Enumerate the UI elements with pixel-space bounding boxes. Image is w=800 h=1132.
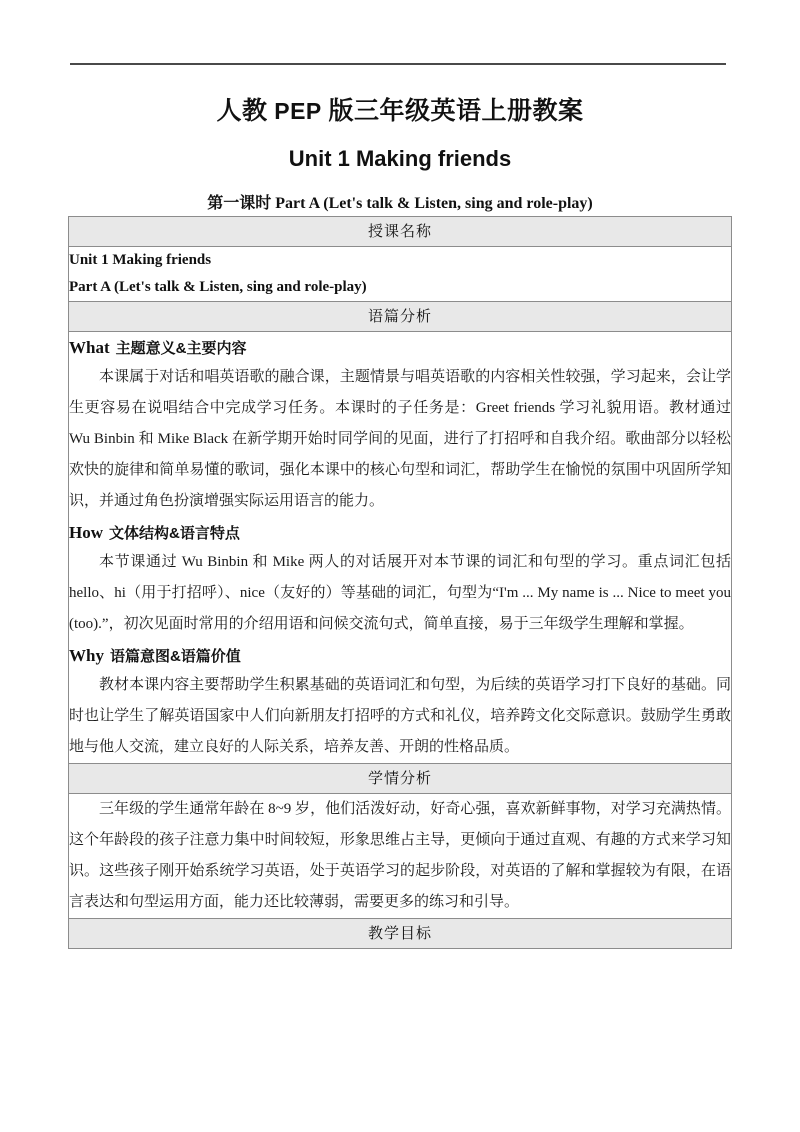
table-row — [69, 919, 732, 949]
subheading-why — [69, 642, 731, 670]
page-title-cn-post: 版三年级英语上册教案 — [321, 97, 584, 125]
table-row — [69, 302, 732, 332]
subheading-why-cn: 语篇意图&语篇价值 — [109, 648, 241, 665]
period-label: 第一课时 — [207, 195, 272, 212]
lesson-plan-table — [68, 216, 732, 949]
page-title-cn-pre: 人教 — [216, 97, 275, 125]
section-header-text-analysis: 语篇分析 — [69, 302, 732, 332]
page-title-latin: PEP — [274, 97, 322, 124]
table-row — [69, 332, 732, 764]
section-header-teaching-objectives: 教学目标 — [69, 919, 732, 949]
period-part-label: Part A (Let's talk & Listen, sing and role-play) — [275, 195, 593, 212]
table-row — [69, 764, 732, 794]
unit-subtitle: Unit 1 Making friends — [288, 146, 512, 172]
subheading-what — [69, 334, 731, 362]
subheading-how-cn: 文体结构&语言特点 — [109, 525, 240, 542]
subheading-how-en: How — [69, 523, 103, 542]
subheading-what-cn: 主题意义&主要内容 — [115, 340, 247, 357]
top-horizontal-rule — [70, 63, 726, 65]
paragraph-why: 教材本课内容主要帮助学生积累基础的英语词汇和句型，为后续的英语学习打下良好的基础。同时也让学生了解英语国家中人们向新朋友打招呼的方式和礼仪，培养跨文化交际意识。鼓励学生勇敢地与他人交流，建立良好的人际关系，培养友善、开朗的性格品质。 — [69, 677, 731, 755]
table-row — [69, 247, 732, 302]
section-header-student-analysis: 学情分析 — [69, 764, 732, 794]
period-subtitle — [0, 192, 800, 216]
page-title — [0, 95, 800, 128]
subheading-why-en: Why — [69, 646, 104, 665]
paragraph-how: 本节课通过 Wu Binbin 和 Mike 两人的对话展开对本节课的词汇和句型的学习。重点词汇包括 hello、hi（用于打招呼）、nice（友好的）等基础的词汇，句型为“I'm ... My name is ... Nice to meet you (too).”，初次见面时常用的介绍用语和问候交流句式，简单直接，易于三年级学生理解和掌握。 — [69, 554, 731, 632]
cell-student-analysis — [69, 794, 732, 919]
table-row — [69, 794, 732, 919]
lesson-name-line-2: Part A (Let's talk & Listen, sing and role-play) — [69, 279, 367, 295]
table-row — [69, 217, 732, 247]
cell-lesson-name — [69, 247, 732, 302]
lesson-name-line-1: Unit 1 Making friends — [69, 252, 212, 268]
subheading-how — [69, 519, 731, 547]
paragraph-what: 本课属于对话和唱英语歌的融合课，主题情景与唱英语歌的内容相关性较强，学习起来，会让学生更容易在说唱结合中完成学习任务。本课时的子任务是：Greet friends 学习礼貌用语。教材通过 Wu Binbin 和 Mike Black 在新学期开始时同学间的见面，进行了打招呼和自我介绍。歌曲部分以轻松欢快的旋律和简单易懂的歌词，强化本课中的核心句型和词汇，帮助学生在愉悦的氛围中巩固所学知识，并通过角色扮演增强实际运用语言的能力。 — [69, 369, 731, 509]
section-header-lesson-name: 授课名称 — [69, 217, 732, 247]
cell-text-analysis — [69, 332, 732, 764]
paragraph-student-analysis: 三年级的学生通常年龄在 8~9 岁，他们活泼好动，好奇心强，喜欢新鲜事物，对学习充满热情。这个年龄段的孩子注意力集中时间较短，形象思维占主导，更倾向于通过直观、有趣的方式来学习知识。这些孩子刚开始系统学习英语，处于英语学习的起步阶段，对英语的了解和掌握较为有限，在语言表达和句型运用方面，能力还比较薄弱，需要更多的练习和引导。 — [69, 801, 731, 910]
subheading-what-en: What — [69, 338, 110, 357]
